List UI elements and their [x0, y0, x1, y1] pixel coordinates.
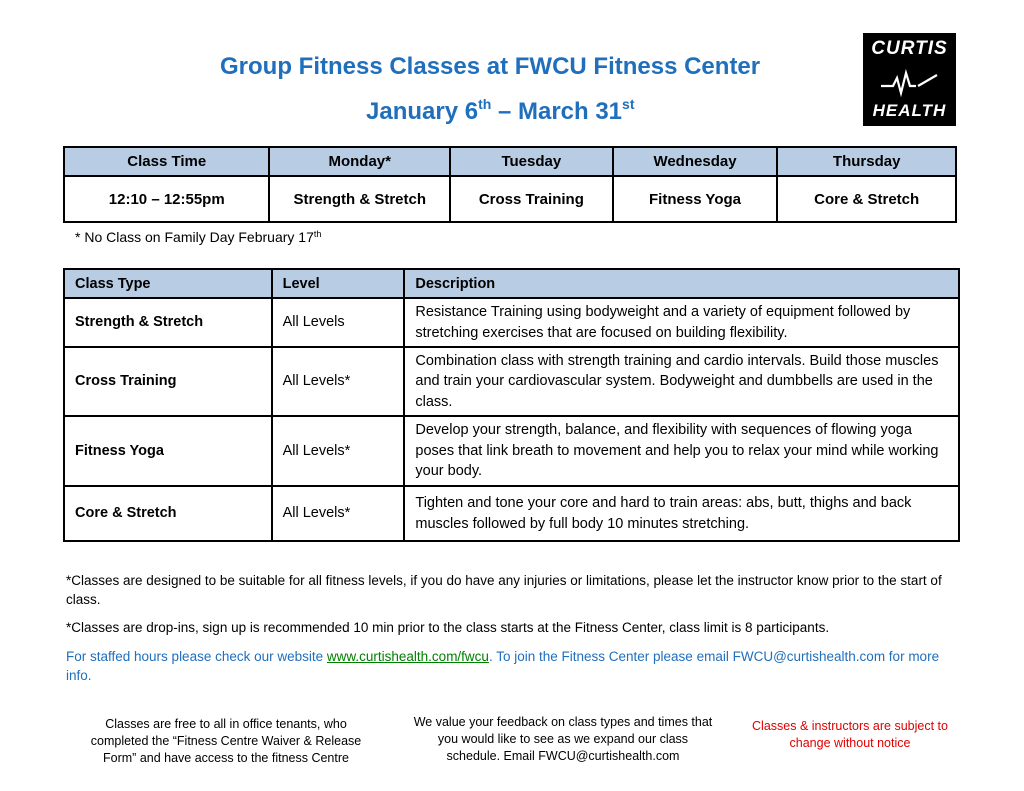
schedule-header: Thursday [777, 147, 956, 176]
class-type: Fitness Yoga [64, 416, 272, 486]
website-link[interactable]: www.curtishealth.com/fwcu [326, 649, 489, 664]
logo-line-2: HEALTH [872, 101, 947, 120]
info-text-after: . To join the Fitness Center please email FWCU@curtishealth.com for more info. [66, 649, 940, 683]
class-type: Strength & Stretch [64, 298, 272, 347]
class-type: Core & Stretch [64, 486, 272, 541]
classes-header: Class Type [64, 269, 272, 298]
date-end-suffix: st [622, 96, 635, 112]
class-descriptions-table [63, 268, 960, 542]
class-level: All Levels [272, 298, 405, 347]
class-level: All Levels* [272, 486, 405, 541]
schedule-cell: 12:10 – 12:55pm [64, 176, 269, 222]
footer-eligibility: Classes are free to all in office tenants, who completed the “Fitness Centre Waiver & Release Form” and have access to the fitness Centre [90, 717, 362, 765]
dropins-note: *Classes are drop-ins, sign up is recommended 10 min prior to the class starts at the Fitness Center, class limit is 8 participants. [66, 620, 830, 635]
schedule-header: Wednesday [613, 147, 778, 176]
curtis-health-logo [863, 33, 956, 126]
info-note [66, 647, 966, 685]
date-end: – March 31 [491, 98, 623, 125]
class-description: Develop your strength, balance, and flexibility with sequences of flowing yoga poses that link breath to movement and help you to relax your mind while working your body. [404, 416, 959, 486]
schedule-header: Class Time [64, 147, 269, 176]
table-row [64, 486, 959, 541]
schedule-cell: Fitness Yoga [613, 176, 778, 222]
table-row [64, 298, 959, 347]
schedule-note-suffix: th [313, 229, 322, 239]
schedule-header: Monday* [269, 147, 450, 176]
levels-note: *Classes are designed to be suitable for all fitness levels, if you do have any injuries or limitations, please let the instructor know prior to the start of class. [66, 573, 942, 607]
schedule-cell: Strength & Stretch [269, 176, 450, 222]
classes-header-row [64, 269, 959, 298]
class-level: All Levels* [272, 347, 405, 416]
class-type: Cross Training [64, 347, 272, 416]
schedule-cell: Cross Training [450, 176, 613, 222]
class-description: Tighten and tone your core and hard to train areas: abs, butt, thighs and back muscles followed by full body 10 minutes stretching. [404, 486, 959, 541]
classes-header: Description [404, 269, 959, 298]
table-row [64, 347, 959, 416]
date-start-suffix: th [478, 96, 492, 112]
footer-feedback: We value your feedback on class types and times that you would like to see as we expand our class schedule. Email FWCU@curtishealth.com [413, 715, 713, 763]
schedule-header-row [64, 147, 956, 176]
schedule-header: Tuesday [450, 147, 613, 176]
schedule-cell: Core & Stretch [777, 176, 956, 222]
class-description: Resistance Training using bodyweight and a variety of equipment followed by stretching exercises that are focused on building flexibility. [404, 298, 959, 347]
info-text-before: For staffed hours please check our website [66, 649, 327, 664]
logo-line-1: CURTIS [871, 38, 948, 59]
schedule-note [75, 229, 321, 245]
footer-notice: Classes & instructors are subject to change without notice [752, 719, 948, 750]
table-row [64, 416, 959, 486]
classes-header: Level [272, 269, 405, 298]
date-start: January 6 [366, 98, 479, 125]
schedule-note-text: * No Class on Family Day February 17 [75, 229, 314, 245]
class-level: All Levels* [272, 416, 405, 486]
schedule-row [64, 176, 956, 222]
page-title: Group Fitness Classes at FWCU Fitness Center [220, 53, 761, 80]
heartbeat-icon [881, 69, 939, 97]
class-description: Combination class with strength training and cardio intervals. Build those muscles and train your cardiovascular system. Bodyweight and dumbbells are used in the class. [404, 347, 959, 416]
schedule-table [63, 146, 957, 223]
